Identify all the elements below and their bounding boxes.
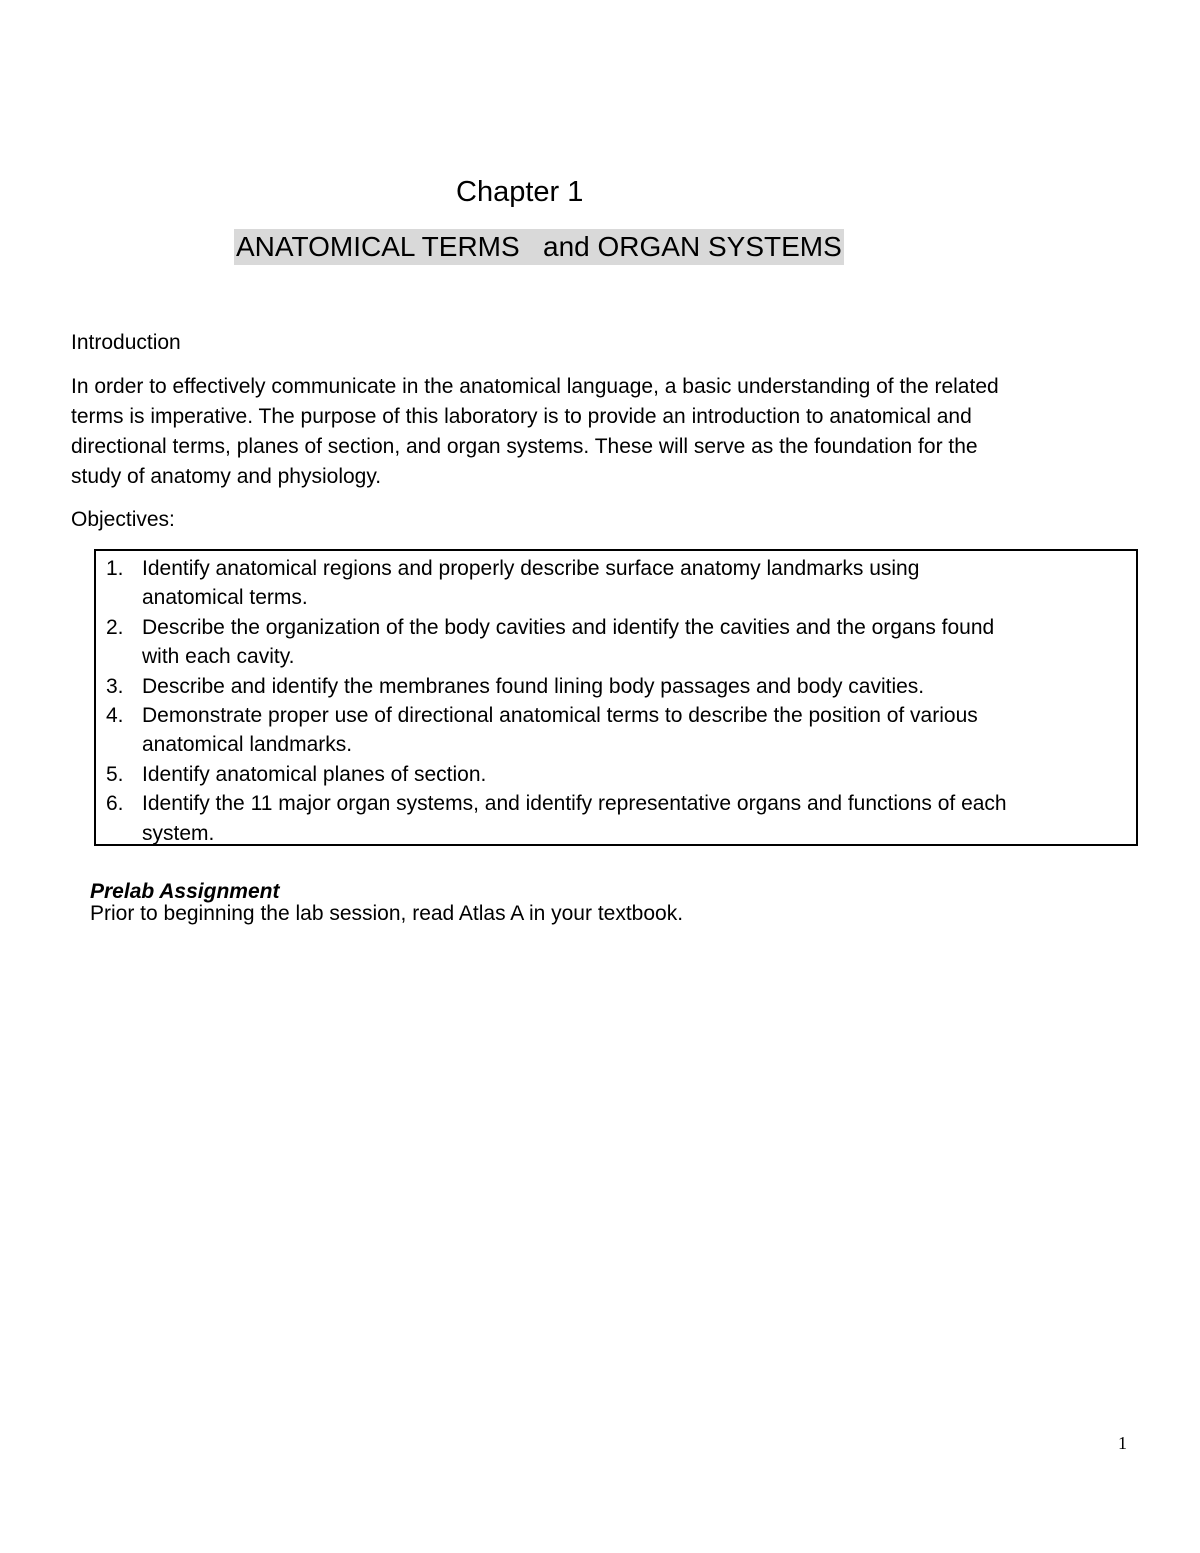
objective-text-line: anatomical terms.: [142, 586, 308, 610]
introduction-heading: Introduction: [71, 331, 181, 354]
objective-text-line: Identify anatomical planes of section.: [142, 762, 487, 786]
objectives-box: [94, 549, 1138, 846]
objective-text-line: Identify anatomical regions and properly describe surface anatomy landmarks using: [142, 557, 920, 580]
objectives-heading: Objectives:: [71, 508, 175, 531]
objective-item: [96, 554, 1007, 613]
objective-text-line: system.: [142, 821, 215, 845]
objective-text-line: with each cavity.: [142, 645, 295, 669]
introduction-line: study of anatomy and physiology.: [71, 465, 382, 488]
objectives-list: [96, 554, 1007, 848]
objective-item: [96, 701, 1007, 760]
introduction-line: In order to effectively communicate in the anatomical language, a basic understanding of the related: [71, 375, 999, 398]
objective-text-line: Describe and identify the membranes found lining body passages and body cavities.: [142, 674, 925, 698]
objective-number: 4.: [106, 704, 124, 728]
introduction-paragraph: [71, 372, 1131, 492]
objective-item: [96, 672, 1007, 701]
page-number: 1: [1118, 1433, 1127, 1453]
introduction-line: directional terms, planes of section, and organ systems. These will serve as the foundation for the: [71, 435, 978, 458]
chapter-title: ANATOMICAL TERMS and ORGAN SYSTEMS: [234, 229, 844, 265]
objective-item: [96, 613, 1007, 672]
objective-number: 2.: [106, 615, 124, 639]
objective-number: 6.: [106, 792, 124, 816]
objective-text-line: Describe the organization of the body cavities and identify the cavities and the organs found: [142, 615, 995, 639]
prelab-text: Prior to beginning the lab session, read Atlas A in your textbook.: [90, 902, 684, 925]
objective-item: [96, 760, 1007, 789]
introduction-line: terms is imperative. The purpose of this laboratory is to provide an introduction to anatomical and: [71, 405, 972, 428]
objective-text-line: Identify the 11 major organ systems, and identify representative organs and functions of each: [142, 792, 1007, 816]
objective-text-line: anatomical landmarks.: [142, 733, 353, 757]
objective-text-line: Demonstrate proper use of directional anatomical terms to describe the position of various: [142, 704, 978, 728]
prelab-heading: Prelab Assignment: [90, 880, 280, 903]
objective-item: [96, 789, 1007, 848]
objective-number: 5.: [106, 762, 124, 786]
chapter-label: Chapter 1: [456, 176, 584, 208]
objective-number: 3.: [106, 674, 124, 698]
objective-number: 1.: [106, 557, 124, 580]
